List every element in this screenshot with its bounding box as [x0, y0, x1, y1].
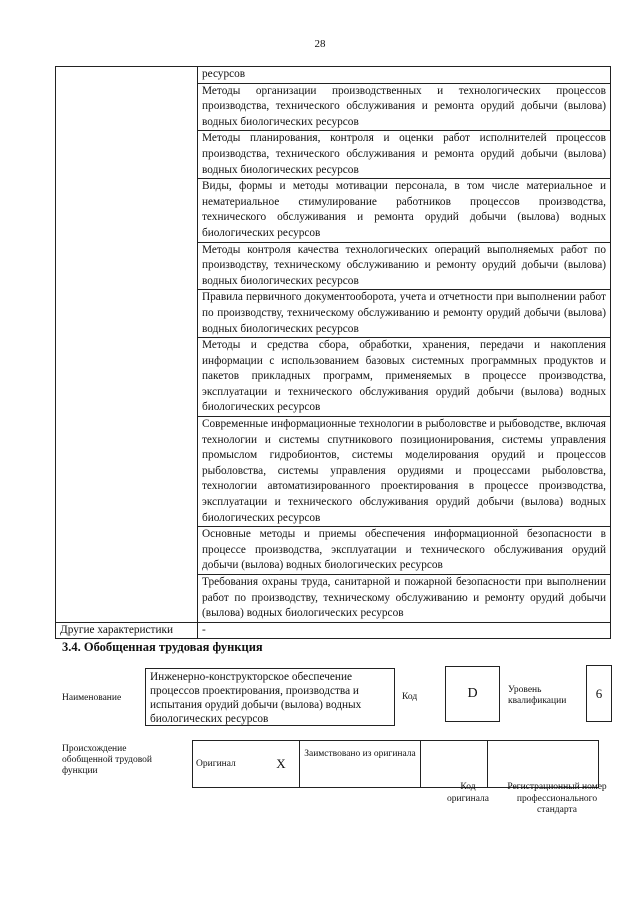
name-label: Наименование — [62, 693, 122, 703]
qualification-level-label: Уровень квалификации — [508, 685, 567, 706]
other-characteristics-label: Другие характеристики — [56, 622, 198, 639]
borrowed-label: Заимствовано из оригинала — [300, 741, 421, 788]
qualification-level-box: 6 — [586, 665, 612, 722]
code-original-caption: Код оригинала — [447, 782, 489, 804]
knowledge-cell: Правила первичного документооборота, учета и отчетности при выполнении работ по производству, техническому обслуживанию и ремонту орудий добычи (вылова) водных биологических ресурсов — [198, 290, 611, 338]
section-title: 3.4. Обобщенная трудовая функция — [62, 640, 263, 654]
reg-number-caption: Регистрационный номер профессионального стандарта — [507, 782, 607, 815]
knowledge-cell: Виды, формы и методы мотивации персонала, в том числе материальное и нематериальное стимулирование работников процессов производства, технического обслуживания и ремонта орудий добычи (вылова) водных биологических ресурсов — [198, 179, 611, 242]
reg-number-cell — [488, 741, 599, 788]
knowledge-cell: Методы контроля качества технологических операций выполняемых работ по производству, техническому обслуживанию и ремонту орудий добычи (вылова) водных биологических ресурсов — [198, 242, 611, 290]
row-label-cell — [56, 67, 198, 623]
code-value-box: D — [445, 666, 500, 722]
knowledge-cell: Методы планирования, контроля и оценки работ исполнителей процессов производства, технического обслуживания и ремонта орудий добычи (вылова) водных биологических ресурсов — [198, 131, 611, 179]
knowledge-cell: ресурсов — [198, 67, 611, 84]
origin-label: Происхождение обобщенной трудовой функции — [62, 744, 152, 776]
function-name-box: Инженерно-конструкторское обеспечение процессов проектирования, производства и испытания орудий добычи (вылова) водных биологических ресурсов — [145, 668, 395, 726]
code-label: Код — [402, 692, 418, 702]
knowledge-cell: Методы и средства сбора, обработки, хранения, передачи и накопления информации с использованием базовых системных программных продуктов и пакетов прикладных программ, применяемых в процессе производства, эксплуатации и технического обслуживания орудий добычи (вылова) водных биологических ресурсов — [198, 338, 611, 417]
table-row — [56, 622, 611, 639]
knowledge-cell: Современные информационные технологии в рыболовстве и рыбоводстве, включая технологии и системы спутникового позиционирования, системы управления промыслом гидробионтов, системы моделирования орудий и процессов рыболовства, системы управления орудиями и процессами рыболовства, технологии автоматизированного проектирования в процессе производства, эксплуатации и технического обслуживания орудий добычи (вылова) водных биологических ресурсов — [198, 417, 611, 527]
knowledge-cell: Основные методы и приемы обеспечения информационной безопасности в процессе производства, эксплуатации и технического обслуживания орудий добычи (вылова) водных биологических ресурсов — [198, 527, 611, 575]
knowledge-table — [55, 66, 611, 639]
knowledge-cell: Методы организации производственных и технологических процессов производства, технического обслуживания и ремонта орудий добычи (вылова) водных биологических ресурсов — [198, 83, 611, 131]
original-mark: X — [263, 741, 300, 788]
original-label: Оригинал — [193, 741, 264, 788]
table-row — [56, 67, 611, 84]
code-original-cell — [421, 741, 488, 788]
origin-table — [192, 740, 599, 788]
page-number: 28 — [314, 38, 326, 50]
knowledge-cell: Требования охраны труда, санитарной и пожарной безопасности при выполнении работ по производству, техническому обслуживанию и ремонту орудий добычи (вылова) водных биологических ресурсов — [198, 575, 611, 623]
other-characteristics-value: - — [198, 622, 611, 639]
